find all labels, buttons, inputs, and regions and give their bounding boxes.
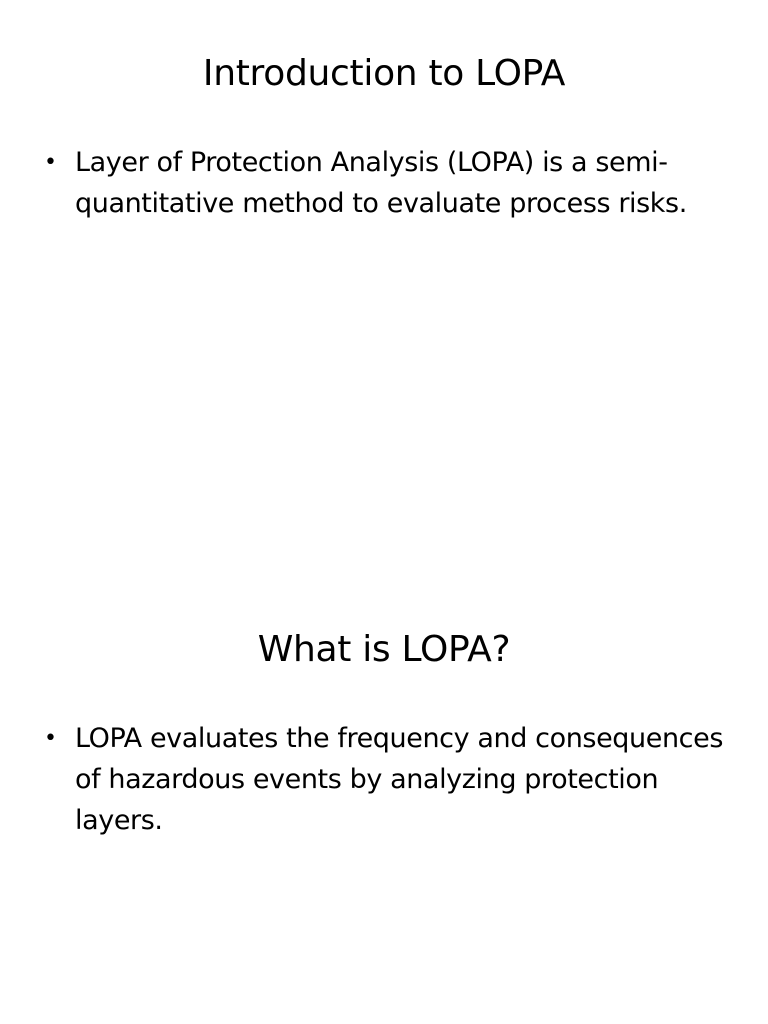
bullet-list <box>44 142 724 224</box>
bullet-list <box>44 718 724 841</box>
bullet-text: Layer of Protection Analysis (LOPA) is a semi-quantitative method to evaluate process risks. <box>75 147 687 219</box>
bullet-text: LOPA evaluates the frequency and consequences of hazardous events by analyzing protection layers. <box>75 723 724 836</box>
slide-title: What is LOPA? <box>257 629 511 670</box>
bullet-icon: • <box>44 150 57 175</box>
bullet-item <box>44 718 724 841</box>
slide-2 <box>0 576 768 1024</box>
bullet-icon: • <box>44 726 57 751</box>
slide-title: Introduction to LOPA <box>202 53 566 94</box>
bullet-item <box>44 142 724 224</box>
